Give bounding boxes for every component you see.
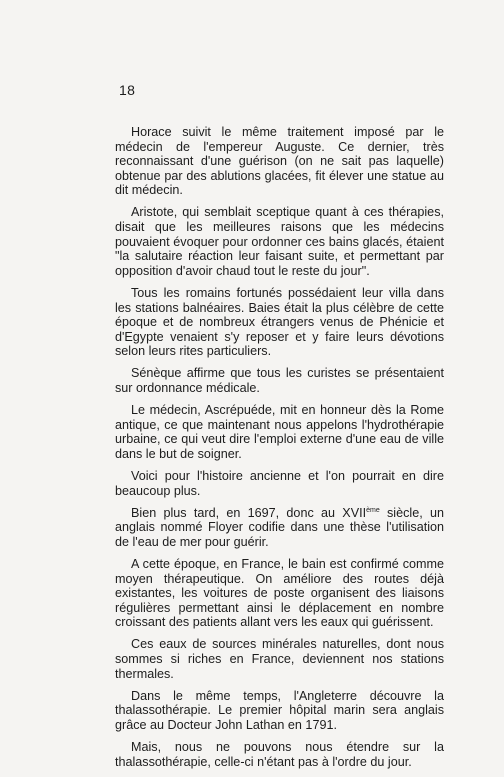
body-text — [115, 125, 444, 777]
paragraph-text: siècle, un anglais nommé Floyer codifie dans une thèse l'utilisation de l'eau de mer pour guérir. — [115, 505, 444, 549]
paragraph: Mais, nous ne pouvons nous étendre sur la thalassothérapie, celle-ci n'étant pas à l'ordre du jour. — [115, 739, 444, 769]
paragraph: Tous les romains fortunés possédaient leur villa dans les stations balnéaires. Baies était la plus célèbre de cette époque et de nombreux étrangers venus de Phénicie et d'Egypte venaient s'y reposer et y faire leurs dévotions selon leurs rites particuliers. — [115, 285, 444, 359]
paragraph: Ces eaux de sources minérales naturelles, dont nous sommes si riches en France, deviennent nos stations thermales. — [115, 637, 444, 681]
paragraph-text: Bien plus tard, en 1697, donc au XVII — [131, 505, 367, 520]
paragraph — [115, 506, 444, 550]
paragraph: Horace suivit le même traitement imposé par le médecin de l'empereur Auguste. Ce dernier, très reconnaissant d'une guérison (on ne sait pas laquelle) obtenue par des ablutions glacées, fit élever une statue au dit médecin. — [115, 125, 444, 198]
paragraph: Sénèque affirme que tous les curistes se présentaient sur ordonnance médicale. — [115, 366, 444, 395]
paragraph: Voici pour l'histoire ancienne et l'on pourrait en dire beaucoup plus. — [115, 468, 444, 498]
century-superscript: ème — [366, 506, 380, 514]
paragraph: A cette époque, en France, le bain est confirmé comme moyen thérapeutique. On améliore des routes déjà existantes, les voitures de poste organisent des liaisons régulières permettant ainsi le déplacement en nombre croissant des patients allant vers les eaux qui guérissent. — [115, 556, 444, 630]
paragraph: Dans le même temps, l'Angleterre découvre la thalassothérapie. Le premier hôpital marin sera anglais grâce au Docteur John Lathan en 1791. — [115, 688, 444, 732]
page-number: 18 — [119, 82, 136, 98]
paragraph: Le médecin, Ascrépuéde, mit en honneur dès la Rome antique, ce que maintenant nous appelons l'hydrothérapie urbaine, ce qui veut dire l'emploi externe d'une eau de ville dans le but de soigner. — [115, 403, 444, 461]
paragraph: Aristote, qui semblait sceptique quant à ces thérapies, disait que les meilleures raisons que les médecins pouvaient évoquer pour ordonner ces bains glacés, étaient "la salutaire réaction leur faisant suite, et permettant par opposition d'avoir chaud tout le reste du jour". — [115, 205, 444, 278]
